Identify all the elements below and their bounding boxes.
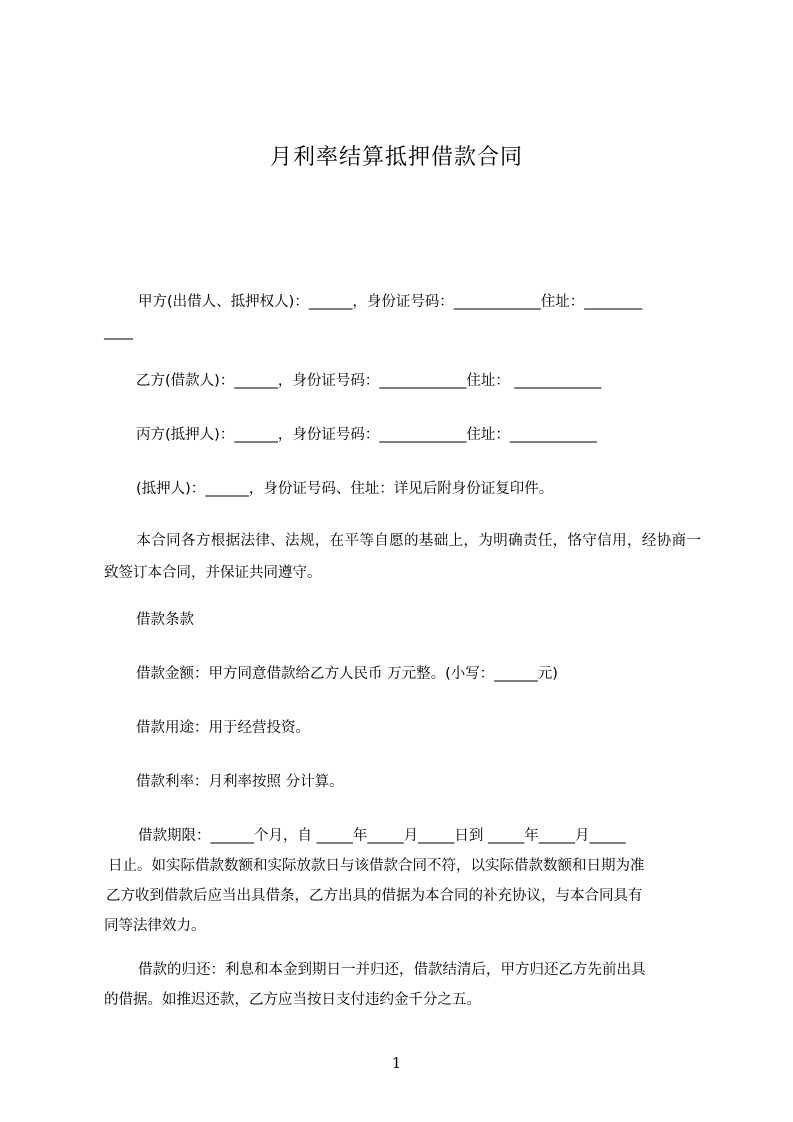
document-title: 月利率结算抵押借款合同 [269, 145, 523, 170]
repayment-line-1: 借款的归还：利息和本金到期日一并归还，借款结清后，甲方归还乙方先前出具 [138, 962, 646, 978]
repayment-line-2: 的借据。如推迟还款，乙方应当按日支付违约金千分之五。 [104, 992, 481, 1008]
party-a-line: 甲方(出借人、抵押权人)：______，身份证号码：____________住址：________ [138, 294, 643, 310]
loan-term-line-3: 乙方收到借款后应当出具借条，乙方出具的借据为本合同的补充协议，与本合同具有 [106, 888, 643, 904]
loan-amount-line: 借款金额：甲方同意借款给乙方人民币 万元整。(小写：______元) [136, 666, 558, 682]
loan-term-line-4: 同等法律效力。 [104, 918, 206, 934]
loan-term-line-2: 日止。如实际借款数额和实际放款日与该借款合同不符，以实际借款数额和日期为准 [108, 858, 645, 874]
loan-term-line-1: 借款期限：______个月，自 _____年_____月_____日到 _____年_____月_____ [138, 828, 626, 844]
section-heading: 借款条款 [136, 612, 194, 628]
page-number: 1 [391, 1054, 402, 1072]
intro-text: 本合同各方根据法律、法规，在平等自愿的基础上，为明确责任，恪守信用，经协商一致签订本合同，并保证共同遵守。 [104, 533, 701, 581]
party-a-line-continued: ____ [104, 324, 133, 340]
intro-paragraph [104, 525, 701, 589]
mortgagor-line: (抵押人)：______，身份证号码、住址：详见后附身份证复印件。 [136, 481, 554, 497]
loan-purpose-line: 借款用途：用于经营投资。 [136, 720, 310, 736]
party-b-line: 乙方(借款人)：______，身份证号码：____________住址： ____________ [136, 373, 602, 389]
party-c-line: 丙方(抵押人)：______，身份证号码：____________住址：____________ [136, 427, 597, 443]
interest-rate-line: 借款利率：月利率按照 分计算。 [136, 774, 344, 790]
